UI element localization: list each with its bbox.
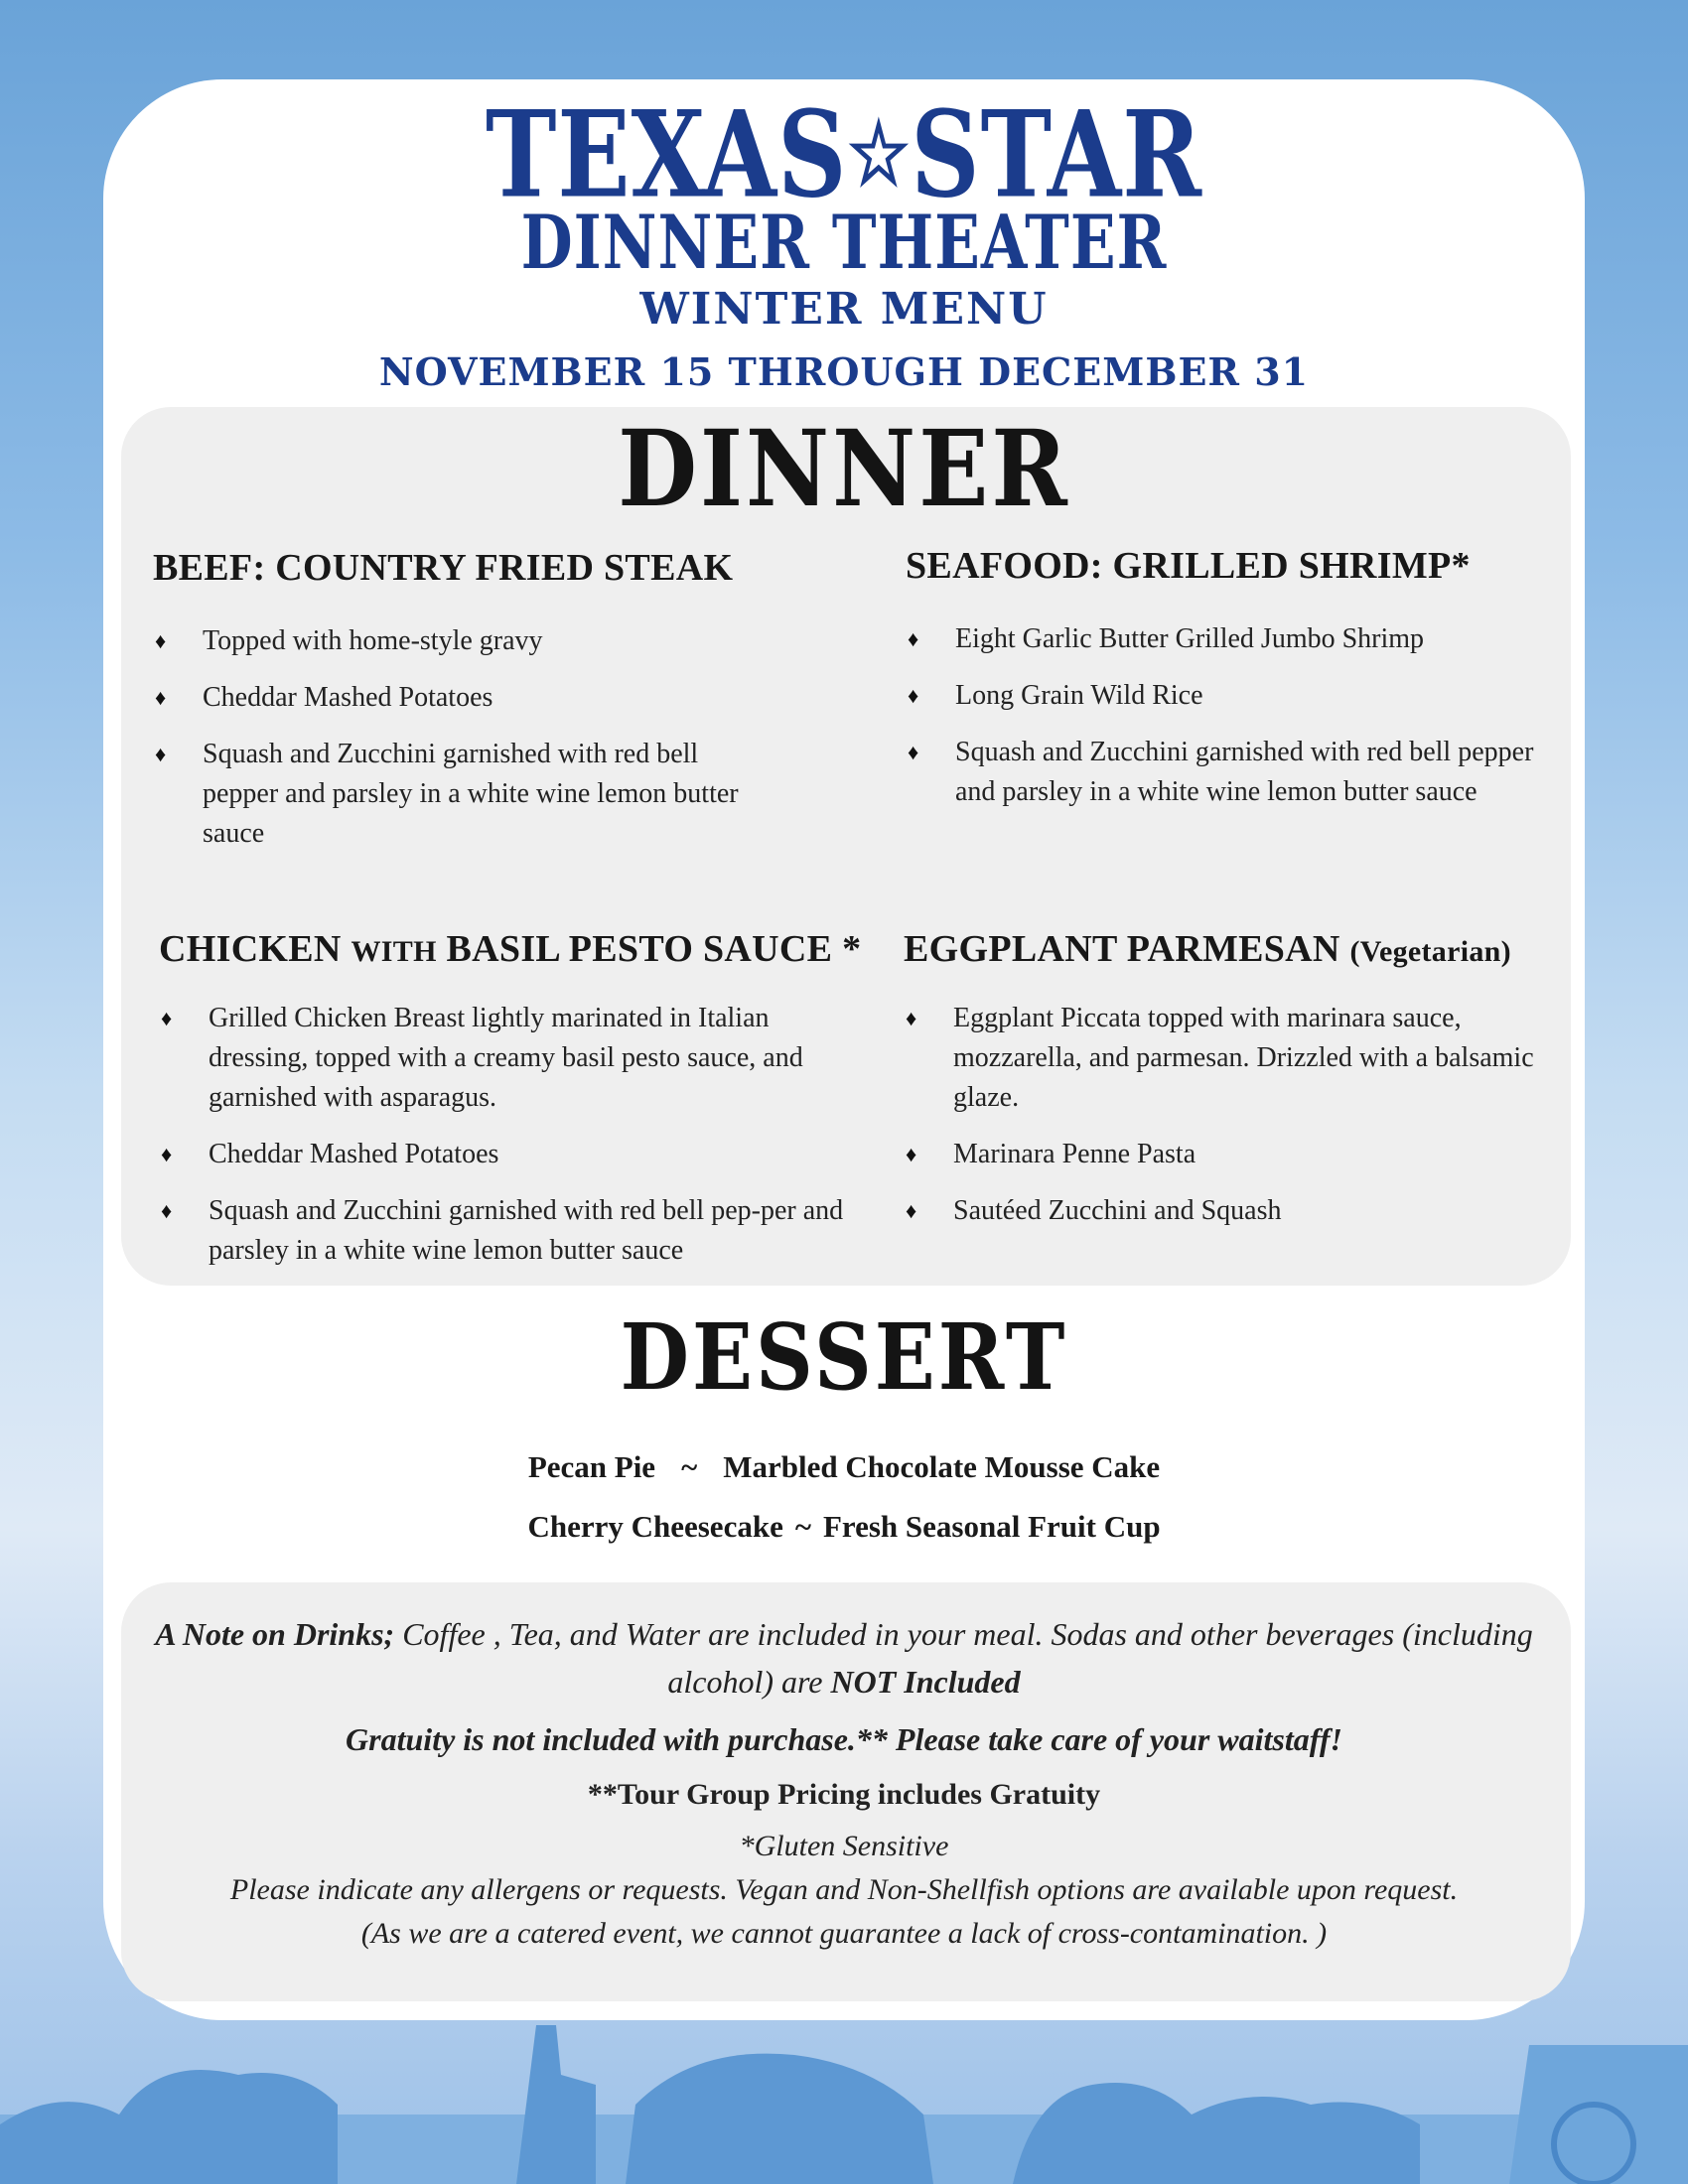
cross-contamination-note: (As we are a catered event, we cannot guarantee a lack of cross-contamination. ) bbox=[360, 1917, 1328, 1950]
list-item: ♦ Sautéed Zucchini and Squash bbox=[904, 1191, 1539, 1231]
list-item: ♦ Squash and Zucchini garnished with red bell pepper and parsley in a white wine lemon butter sauce bbox=[906, 733, 1541, 812]
drinks-note: A Note on Drinks; Coffee , Tea, and Water are included in your meal. Sodas and other beverages (including alcohol) are NOT Included bbox=[155, 1616, 1533, 1700]
dinner-heading: DINNER bbox=[618, 406, 1070, 531]
gluten-note: *Gluten Sensitive bbox=[739, 1830, 949, 1862]
gratuity-note: Gratuity is not included with purchase.** Please take care of your waitstaff! bbox=[346, 1721, 1342, 1757]
list-item: ♦ Grilled Chicken Breast lightly marinated in Italian dressing, topped with a creamy basil pesto sauce, and garnished with asparagus. bbox=[159, 999, 854, 1118]
dessert-item: Pecan Pie bbox=[527, 1449, 656, 1484]
list-item: ♦ Squash and Zucchini garnished with red bell pep-per and parsley in a white wine lemon butter sauce bbox=[159, 1191, 854, 1271]
course-items bbox=[159, 999, 854, 1271]
logo-star: STAR bbox=[911, 83, 1203, 225]
course-items bbox=[906, 619, 1541, 812]
course-country-fried-steak bbox=[153, 546, 769, 871]
list-item: ♦ Eight Garlic Butter Grilled Jumbo Shrimp bbox=[906, 619, 1541, 659]
course-title: EGGPLANT PARMESAN (Vegetarian) bbox=[904, 928, 1511, 970]
star-icon: ☆ bbox=[847, 101, 912, 205]
course-items bbox=[153, 621, 769, 854]
allergen-note: Please indicate any allergens or requests. Vegan and Non-Shellfish options are available upon request. bbox=[229, 1873, 1459, 1906]
menu-title: WINTER MENU bbox=[639, 284, 1049, 335]
tilde-separator: ~ bbox=[794, 1509, 811, 1544]
dessert-line-2 bbox=[0, 1497, 1688, 1557]
dessert-list bbox=[0, 1437, 1688, 1557]
dessert-line-1 bbox=[0, 1437, 1688, 1497]
list-item: ♦ Cheddar Mashed Potatoes bbox=[153, 678, 769, 718]
tilde-separator: ~ bbox=[681, 1449, 698, 1484]
list-item: ♦ Topped with home-style gravy bbox=[153, 621, 769, 661]
course-items bbox=[904, 999, 1539, 1231]
course-eggplant-parmesan bbox=[904, 927, 1539, 1248]
dessert-item: Marbled Chocolate Mousse Cake bbox=[723, 1449, 1161, 1484]
logo-dinner-theater: DINNER THEATER bbox=[520, 200, 1168, 287]
list-item: ♦ Eggplant Piccata topped with marinara sauce, mozzarella, and parmesan. Drizzled with a balsamic glaze. bbox=[904, 999, 1539, 1118]
list-item: ♦ Cheddar Mashed Potatoes bbox=[159, 1135, 854, 1174]
course-title: BEEF: COUNTRY FRIED STEAK bbox=[153, 547, 734, 589]
list-item: ♦ Marinara Penne Pasta bbox=[904, 1135, 1539, 1174]
dessert-heading: DESSERT bbox=[620, 1302, 1068, 1412]
tour-group-note: **Tour Group Pricing includes Gratuity bbox=[587, 1778, 1101, 1811]
course-grilled-shrimp bbox=[906, 544, 1541, 829]
course-chicken-pesto bbox=[159, 927, 862, 1288]
dessert-item: Fresh Seasonal Fruit Cup bbox=[822, 1509, 1161, 1544]
notes bbox=[139, 1610, 1549, 1951]
logo-texas: TEXAS bbox=[485, 83, 848, 225]
menu-dates: NOVEMBER 15 THROUGH DECEMBER 31 bbox=[378, 349, 1310, 394]
list-item: ♦ Long Grain Wild Rice bbox=[906, 676, 1541, 716]
list-item: ♦ Squash and Zucchini garnished with red bell pepper and parsley in a white wine lemon butter sauce bbox=[153, 735, 769, 854]
vegetarian-note: (Vegetarian) bbox=[1349, 935, 1511, 968]
texas-star-logo bbox=[0, 83, 1688, 287]
course-title: CHICKEN WITH BASIL PESTO SAUCE * bbox=[159, 928, 862, 970]
course-title: SEAFOOD: GRILLED SHRIMP* bbox=[906, 545, 1471, 587]
dessert-item: Cherry Cheesecake bbox=[527, 1509, 783, 1544]
